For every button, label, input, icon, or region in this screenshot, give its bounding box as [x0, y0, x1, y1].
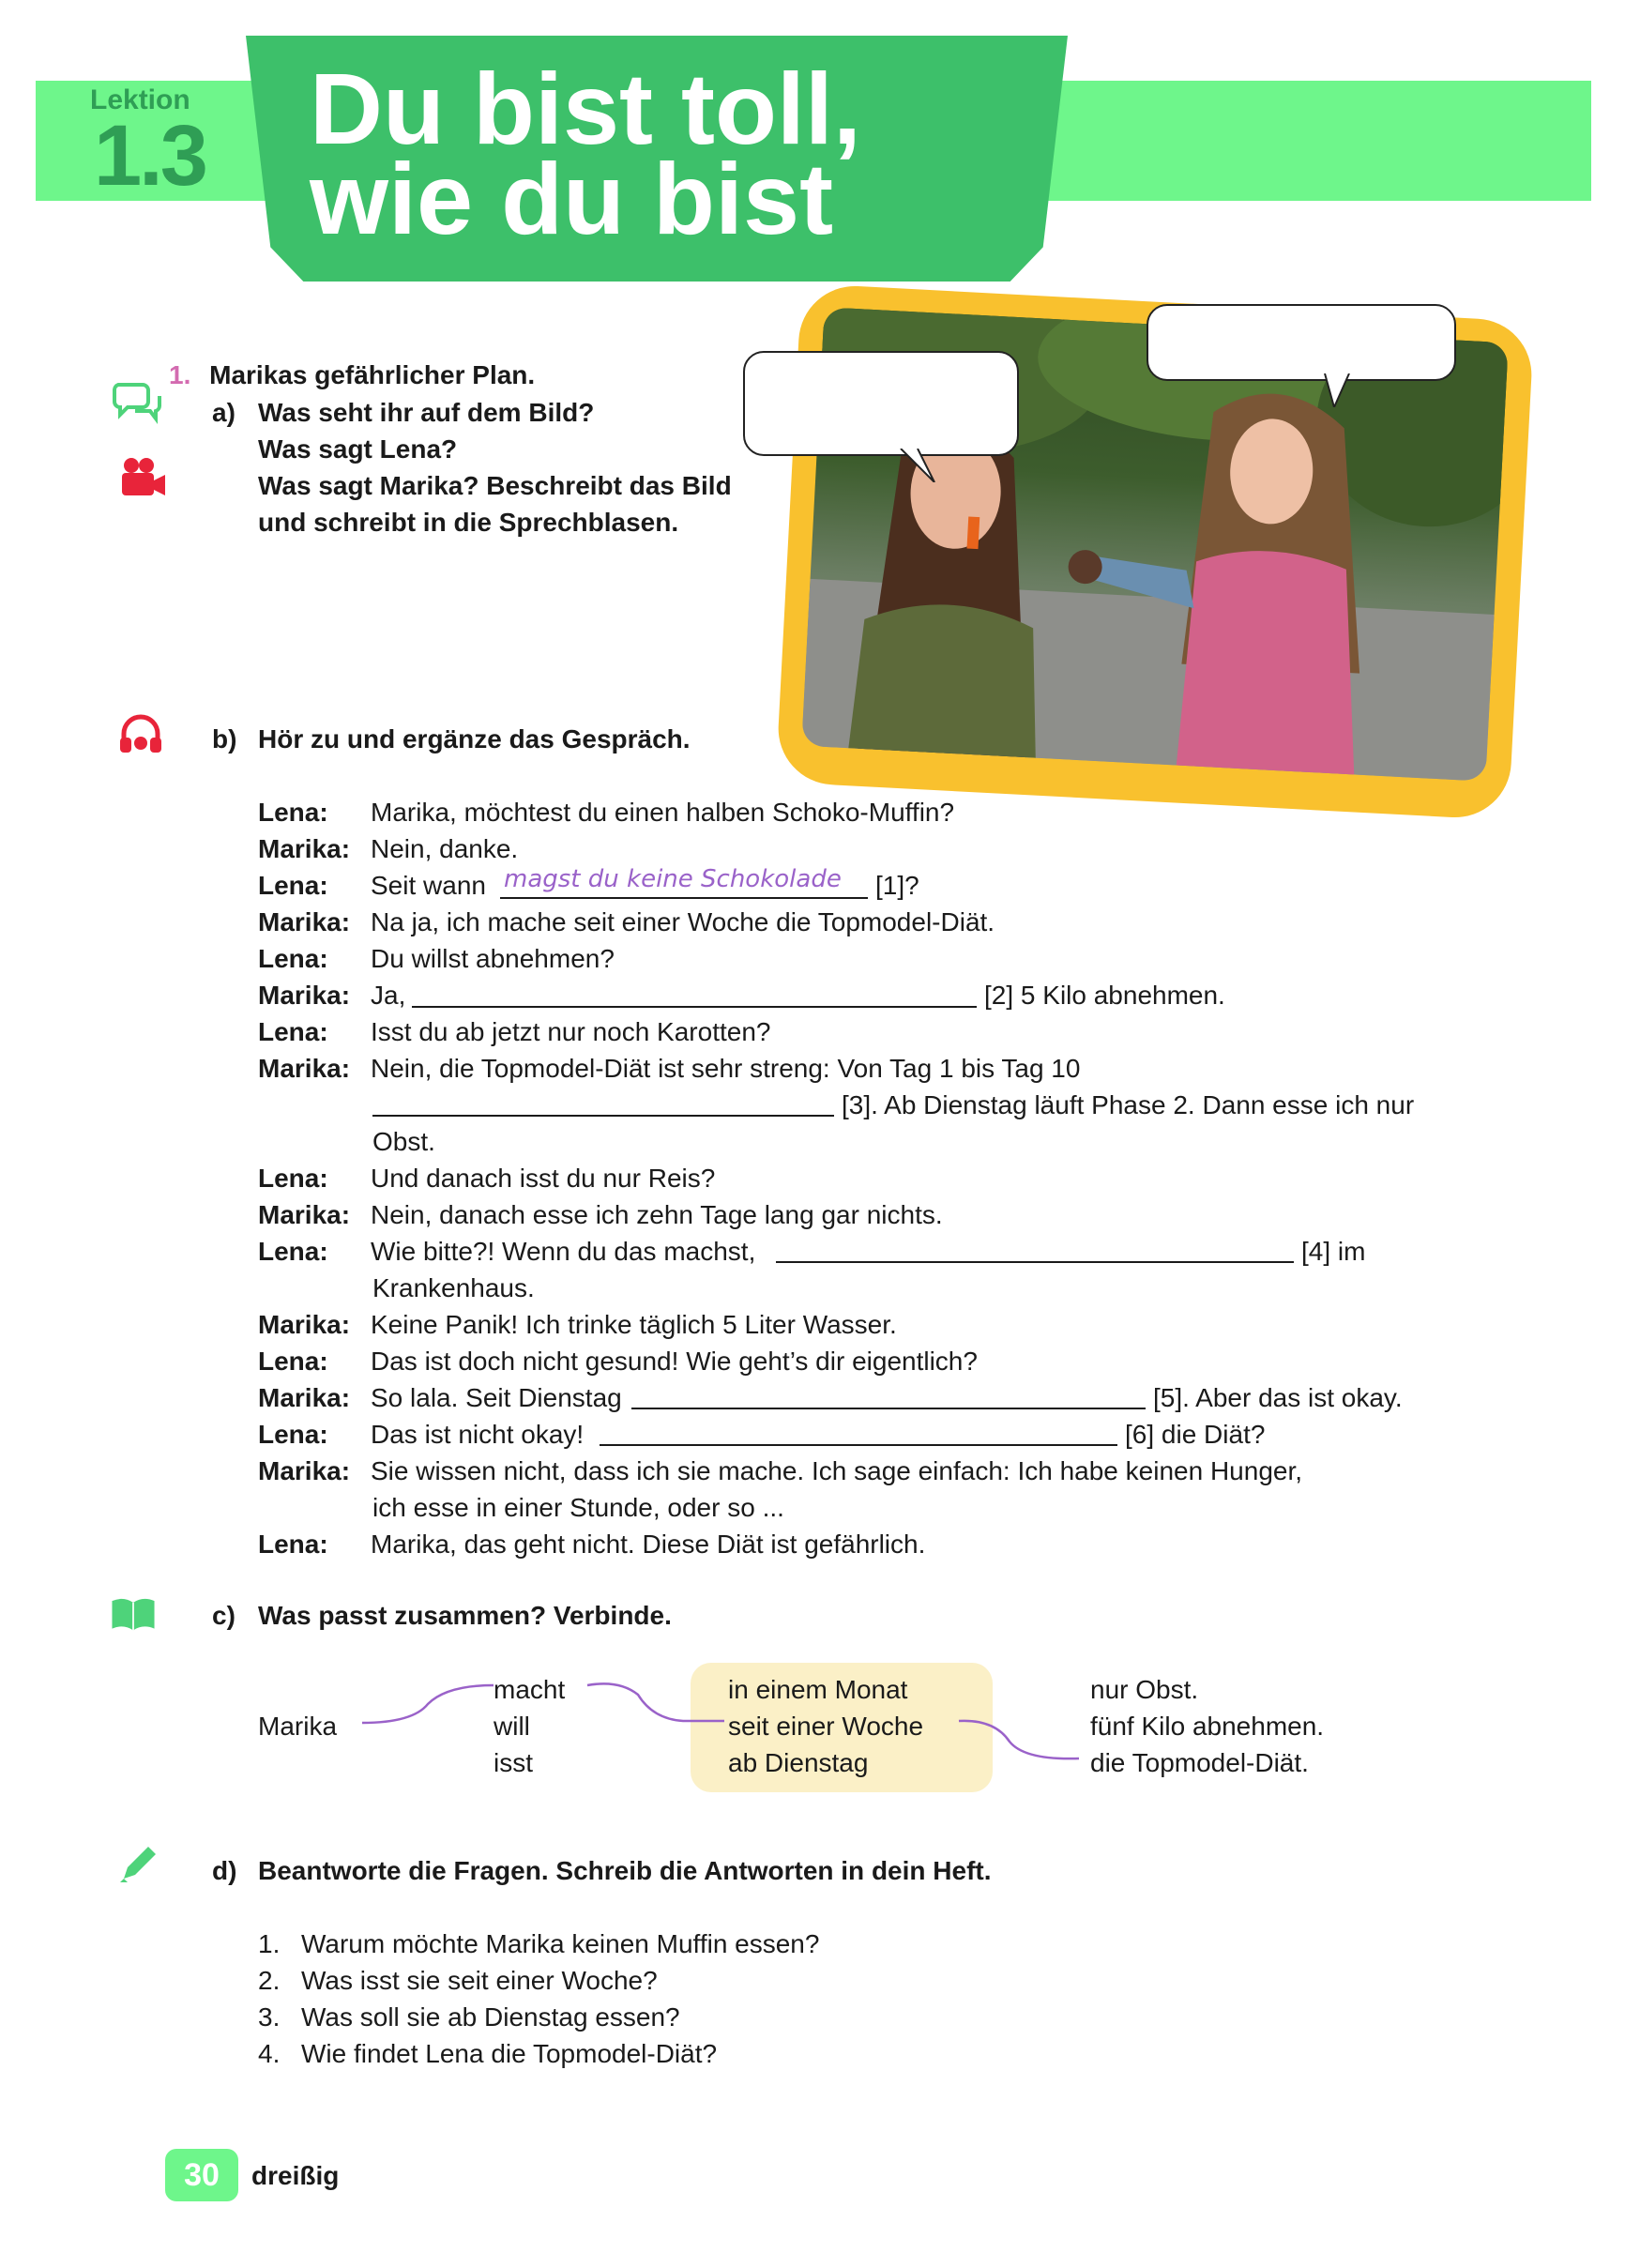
- blank-6-ref: [6] die Diät?: [1125, 1420, 1266, 1449]
- exercise-number: 1.: [169, 360, 191, 389]
- task-d-label: d): [212, 1856, 237, 1885]
- dialogue-line: Marika: Keine Panik! Ich trinke täglich 5 Liter Wasser.: [258, 1310, 897, 1339]
- blank-2[interactable]: [412, 1006, 977, 1008]
- question-item: 2. Was isst sie seit einer Woche?: [258, 1966, 658, 1995]
- task-b-title: Hör zu und ergänze das Gespräch.: [258, 724, 691, 753]
- speech-bubble-right-tail: [1321, 373, 1353, 407]
- dialogue-line: Lena: Marika, möchtest du einen halben Schoko-Muffin?: [258, 798, 955, 827]
- match-line-marika-macht: [362, 1685, 494, 1723]
- speech-bubbles-icon: [113, 377, 161, 426]
- match-verb[interactable]: macht: [494, 1675, 566, 1704]
- page-title-line-1: Du bist toll,: [310, 52, 861, 165]
- blank-3[interactable]: [372, 1115, 834, 1117]
- blank-1[interactable]: [500, 897, 868, 899]
- dialogue-line: Marika: So lala. Seit Dienstag: [258, 1383, 622, 1412]
- blank-1-ref: [1]?: [875, 871, 919, 900]
- dialogue-line: Lena: Du willst abnehmen?: [258, 944, 615, 973]
- page-number: 30: [165, 2149, 238, 2201]
- page-title: [310, 52, 861, 255]
- task-a-line-4: und schreibt in die Sprechblasen.: [258, 508, 679, 537]
- task-b-label: b): [212, 724, 237, 753]
- page-title-line-2: wie du bist: [310, 142, 834, 255]
- question-item: 1. Warum möchte Marika keinen Muffin essen?: [258, 1929, 820, 1958]
- blank-1-answer: magst du keine Schokolade: [504, 865, 842, 893]
- task-c-label: c): [212, 1601, 235, 1630]
- question-item: 4. Wie findet Lena die Topmodel-Diät?: [258, 2039, 718, 2068]
- match-object[interactable]: die Topmodel-Diät.: [1090, 1748, 1309, 1777]
- lesson-label: Lektion: [90, 84, 190, 115]
- dialogue-continuation: Obst.: [372, 1127, 435, 1156]
- match-verb[interactable]: will: [494, 1712, 530, 1741]
- blank-6[interactable]: [600, 1444, 1117, 1446]
- speech-bubble-right[interactable]: [1147, 304, 1456, 381]
- question-item: 3. Was soll sie ab Dienstag essen?: [258, 2002, 680, 2032]
- speech-bubble-left[interactable]: [743, 351, 1019, 456]
- blank-2-ref: [2] 5 Kilo abnehmen.: [984, 981, 1225, 1010]
- exercise-heading: [169, 357, 535, 393]
- dialogue-line: Lena: Und danach isst du nur Reis?: [258, 1164, 716, 1193]
- match-object[interactable]: nur Obst.: [1090, 1675, 1199, 1704]
- blank-5-ref: [5]. Aber das ist okay.: [1153, 1383, 1403, 1412]
- blank-5[interactable]: [631, 1408, 1146, 1409]
- speech-bubble-left-tail: [899, 449, 936, 482]
- dialogue-line: Lena: Wie bitte?! Wenn du das machst,: [258, 1237, 756, 1266]
- dialogue-continuation: ich esse in einer Stunde, oder so ...: [372, 1493, 784, 1522]
- task-c-title: Was passt zusammen? Verbinde.: [258, 1601, 672, 1630]
- blank-4[interactable]: [776, 1261, 1294, 1263]
- match-time[interactable]: ab Dienstag: [728, 1748, 869, 1777]
- match-subject: Marika: [258, 1712, 338, 1741]
- task-a-line-2: Was sagt Lena?: [258, 434, 458, 464]
- blank-4-ref: [4] im: [1301, 1237, 1366, 1266]
- page-number-word: dreißig: [251, 2161, 340, 2190]
- task-a-label: a): [212, 398, 235, 427]
- exercise-title: Marikas gefährlicher Plan.: [209, 360, 536, 389]
- dialogue-line: Marika: Sie wissen nicht, dass ich sie mache. Ich sage einfach: Ich habe keinen Hunger,: [258, 1456, 1303, 1485]
- dialogue-line: Lena: Marika, das geht nicht. Diese Diät ist gefährlich.: [258, 1530, 926, 1559]
- dialogue-line: Marika: Na ja, ich mache seit einer Woche die Topmodel-Diät.: [258, 907, 995, 936]
- dialogue-line: Marika: Nein, danach esse ich zehn Tage lang gar nichts.: [258, 1200, 943, 1229]
- dialogue-line: Marika: Ja,: [258, 981, 406, 1010]
- video-camera-icon: [118, 454, 167, 503]
- dialogue-line: Lena: Isst du ab jetzt nur noch Karotten?: [258, 1017, 771, 1046]
- pencil-icon: [114, 1839, 163, 1888]
- match-object[interactable]: fünf Kilo abnehmen.: [1090, 1712, 1325, 1741]
- dialogue-line: Lena: Das ist doch nicht gesund! Wie geht’s dir eigentlich?: [258, 1347, 978, 1376]
- dialogue-line: Lena: Seit wann: [258, 871, 486, 900]
- match-line-seit-diaet: [959, 1721, 1079, 1758]
- match-line-macht-seit: [587, 1683, 724, 1721]
- match-time[interactable]: seit einer Woche: [728, 1712, 924, 1741]
- dialogue-line: Marika: Nein, danke.: [258, 834, 519, 863]
- task-a-line-1: Was seht ihr auf dem Bild?: [258, 398, 595, 427]
- open-book-icon: [109, 1590, 158, 1638]
- dialogue-continuation: Krankenhaus.: [372, 1273, 535, 1302]
- matching-lines: [357, 1667, 1088, 1779]
- dialogue-line: Marika: Nein, die Topmodel-Diät ist sehr streng: Von Tag 1 bis Tag 10: [258, 1054, 1081, 1083]
- headphones-icon: [116, 711, 165, 760]
- blank-3-ref: [3]. Ab Dienstag läuft Phase 2. Dann esse ich nur: [842, 1090, 1415, 1119]
- task-d-title: Beantworte die Fragen. Schreib die Antworten in dein Heft.: [258, 1856, 992, 1885]
- match-verb[interactable]: isst: [494, 1748, 533, 1777]
- dialogue-line: Lena: Das ist nicht okay!: [258, 1420, 585, 1449]
- task-a-line-3: Was sagt Marika? Beschreibt das Bild: [258, 471, 732, 500]
- match-time[interactable]: in einem Monat: [728, 1675, 908, 1704]
- lesson-number: 1.3: [94, 108, 205, 204]
